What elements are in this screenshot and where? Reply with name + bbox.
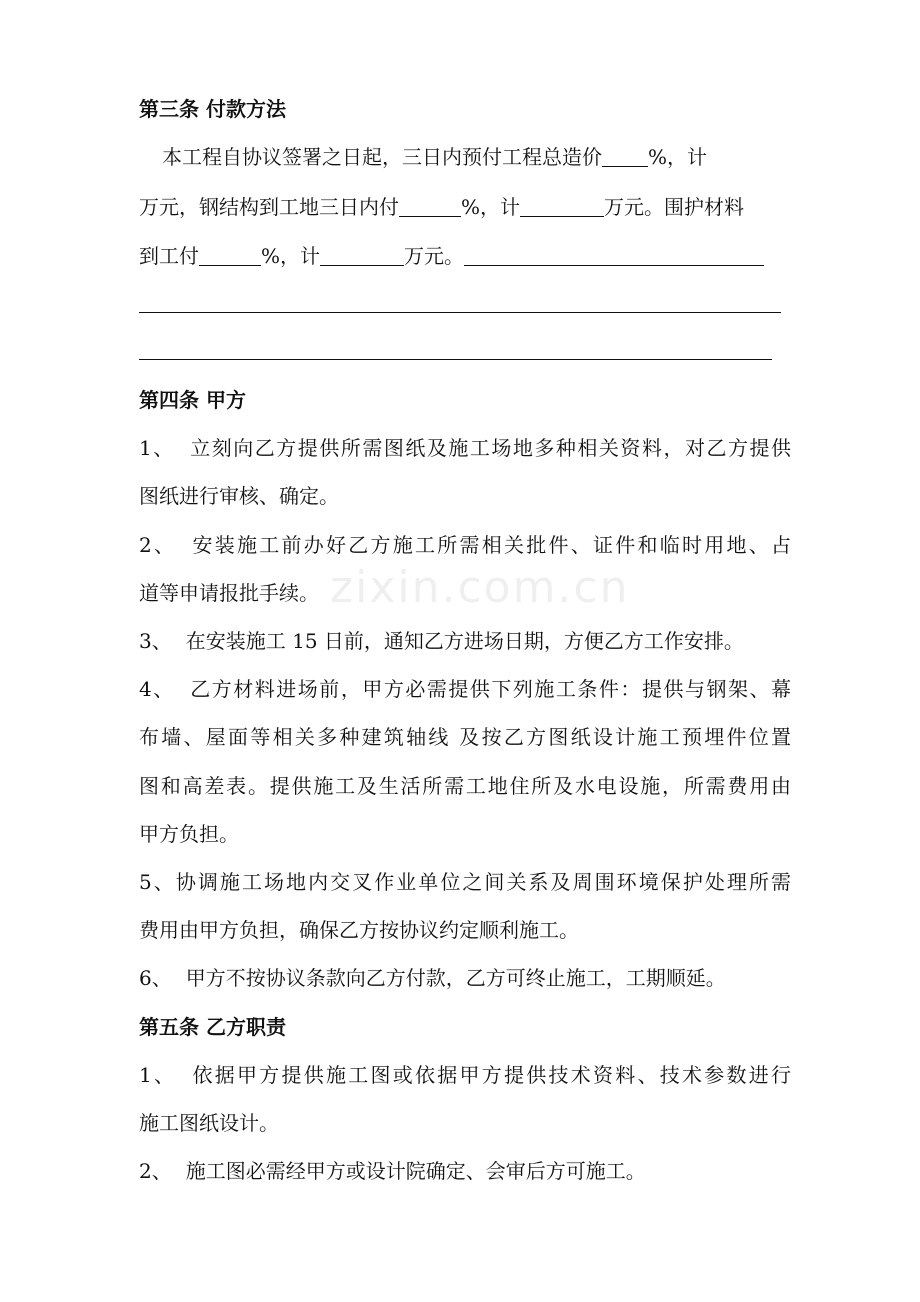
item-text: 施工图必需经甲方或设计院确定、会审后方可施工。 bbox=[185, 1159, 646, 1183]
article-4-item-4-line-2: 布墙、屋面等相关多种建筑轴线 及按乙方图纸设计施工预埋件位置 bbox=[139, 725, 791, 749]
article-3-text-3b: %，计 bbox=[261, 244, 321, 268]
item-text: 安装施工前办好乙方施工所需相关批件、证件和临时用地、占 bbox=[190, 533, 791, 557]
article-3-text-1b: %，计 bbox=[648, 145, 708, 169]
article-4-item-2-line-1 bbox=[139, 530, 791, 560]
article-4-item-1-line-2: 图纸进行审核、确定。 bbox=[139, 484, 339, 508]
article-3-title: 第三条 付款方法 bbox=[139, 97, 286, 121]
article-3-line-2 bbox=[139, 192, 791, 222]
article-5-item-1-line-2: 施工图纸设计。 bbox=[139, 1111, 279, 1135]
blank-rule bbox=[139, 312, 781, 313]
article-4-title: 第四条 甲方 bbox=[139, 388, 246, 412]
article-4-item-1-line-1 bbox=[139, 433, 791, 463]
item-text: 乙方材料进场前，甲方必需提供下列施工条件：提供与钢架、幕 bbox=[188, 677, 791, 701]
item-number: 3、 bbox=[139, 629, 172, 653]
item-number: 6、 bbox=[139, 966, 172, 990]
blank-field bbox=[602, 144, 648, 167]
article-4-item-4-line-3: 图和高差表。提供施工及生活所需工地住所及水电设施，所需费用由 bbox=[139, 774, 791, 798]
article-4-item-2-line-2: 道等申请报批手续。 bbox=[139, 581, 319, 605]
article-3-text-2b: %，计 bbox=[461, 195, 521, 219]
article-3-text-3c: 万元。 bbox=[404, 244, 465, 268]
article-3-text-3a: 到工付 bbox=[139, 244, 199, 268]
blank-field bbox=[199, 243, 261, 266]
item-number: 5、 bbox=[139, 870, 176, 894]
blank-field bbox=[320, 243, 404, 266]
article-4-item-4-line-4: 甲方负担。 bbox=[139, 822, 239, 846]
article-5-item-2-line-1 bbox=[139, 1156, 791, 1186]
item-number: 1、 bbox=[139, 436, 175, 460]
item-number: 2、 bbox=[139, 1159, 172, 1183]
item-number: 4、 bbox=[139, 677, 175, 701]
article-4-item-6-line-1 bbox=[139, 963, 791, 993]
article-3-line-3 bbox=[139, 241, 791, 271]
item-text: 依据甲方提供施工图或依据甲方提供技术资料、技术参数进行 bbox=[190, 1063, 791, 1087]
blank-rule bbox=[139, 359, 772, 360]
article-3-text-1a: 本工程自协议签署之日起，三日内预付工程总造价 bbox=[162, 145, 602, 169]
blank-field bbox=[399, 194, 461, 217]
item-text: 在安装施工 15 日前，通知乙方进场日期，方便乙方工作安排。 bbox=[185, 629, 744, 653]
article-4-item-5-line-1 bbox=[139, 867, 791, 897]
article-4-item-4-line-1 bbox=[139, 674, 791, 704]
article-3-text-2a: 万元，钢结构到工地三日内付 bbox=[139, 195, 399, 219]
blank-field bbox=[464, 243, 764, 266]
item-text: 协调施工场地内交叉作业单位之间关系及周围环境保护处理所需 bbox=[175, 870, 791, 894]
article-4-item-3-line-1 bbox=[139, 626, 791, 656]
article-5-item-1-line-1 bbox=[139, 1060, 791, 1090]
article-3-text-2c: 万元。围护材料 bbox=[604, 195, 745, 219]
article-3-line-1 bbox=[162, 142, 791, 172]
article-4-item-5-line-2: 费用由甲方负担，确保乙方按协议约定顺利施工。 bbox=[139, 918, 579, 942]
item-text: 立刻向乙方提供所需图纸及施工场地多种相关资料，对乙方提供 bbox=[188, 436, 791, 460]
article-5-title: 第五条 乙方职责 bbox=[139, 1015, 286, 1039]
watermark: zixin.com.cn bbox=[330, 562, 630, 613]
item-number: 1、 bbox=[139, 1063, 177, 1087]
blank-field bbox=[520, 194, 604, 217]
item-text: 甲方不按协议条款向乙方付款，乙方可终止施工，工期顺延。 bbox=[185, 966, 726, 990]
item-number: 2、 bbox=[139, 533, 177, 557]
